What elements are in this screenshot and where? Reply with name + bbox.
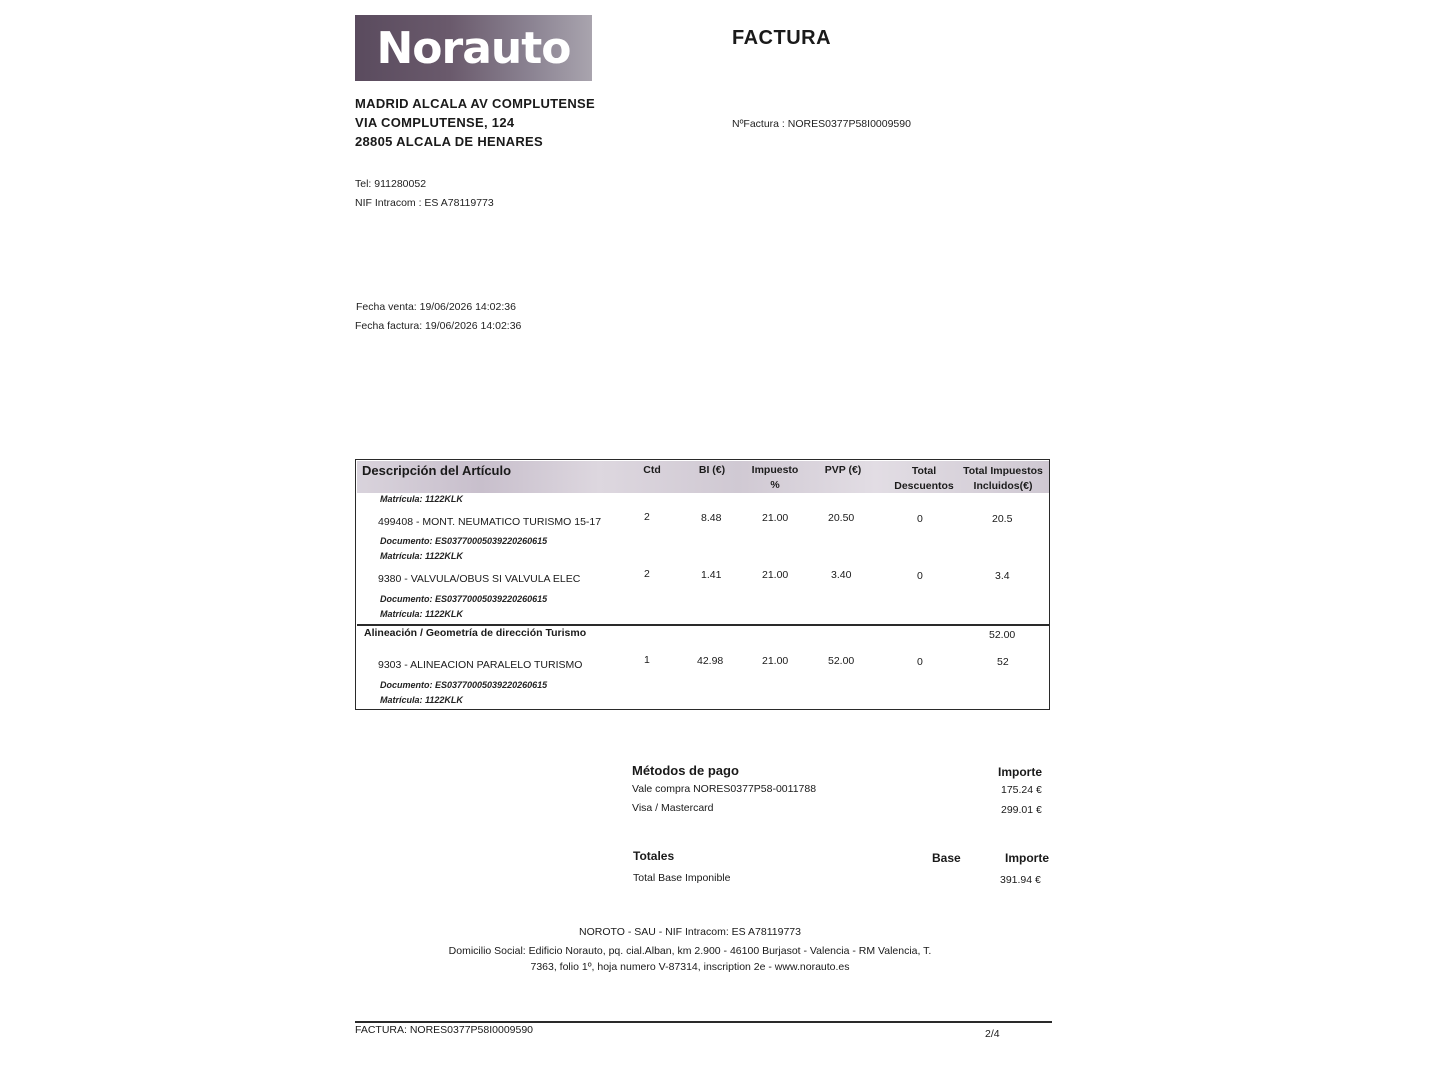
payment-heading: Métodos de pago — [632, 763, 739, 778]
row-tax: 21.00 — [762, 655, 789, 667]
header-tax — [744, 463, 806, 493]
page-number: 2/4 — [985, 1028, 1000, 1040]
totals-row-label: Total Base Imponible — [633, 872, 731, 884]
footer-address-1: Domicilio Social: Edificio Norauto, pq. cial.Alban, km 2.900 - 46100 Burjasot - Valencia - RM Valencia, T. — [448, 945, 932, 957]
totals-importe-label: Importe — [1005, 851, 1050, 865]
row-base: 42.98 — [697, 655, 724, 667]
row-total: 52 — [997, 656, 1009, 668]
row-discount: 0 — [917, 656, 923, 668]
row-pvp: 3.40 — [831, 569, 852, 581]
row-discount: 0 — [917, 513, 923, 525]
payment-amount: 299.01 € — [1001, 804, 1042, 816]
row-matricula: Matrícula: 1122KLK — [380, 551, 463, 561]
row-description: 499408 - MONT. NEUMATICO TURISMO 15-17 — [378, 516, 602, 528]
payment-method: Vale compra NORES0377P58-0011788 — [632, 783, 817, 795]
row-description: 9303 - ALINEACION PARALELO TURISMO — [378, 659, 583, 671]
row-tax: 21.00 — [762, 512, 789, 524]
invoice-number: NºFactura : NORES0377P58I0009590 — [732, 118, 911, 130]
invoice-date: Fecha factura: 19/06/2026 14:02:36 — [355, 320, 522, 332]
sale-date: Fecha venta: 19/06/2026 14:02:36 — [356, 301, 516, 313]
header-discounts-l2: Descuentos — [894, 480, 954, 492]
row-documento: Documento: ES03770005039220260615 — [380, 594, 548, 604]
header-total — [958, 464, 1048, 494]
document-title: FACTURA — [732, 27, 832, 49]
store-nif: NIF Intracom : ES A78119773 — [355, 197, 494, 209]
row-quantity: 2 — [644, 568, 650, 580]
row-documento: Documento: ES03770005039220260615 — [380, 536, 548, 546]
address-line-1: MADRID ALCALA AV COMPLUTENSE — [355, 96, 595, 111]
payment-importe-label: Importe — [998, 765, 1043, 779]
row-total: 20.5 — [992, 513, 1013, 525]
header-discounts-l1: Total — [911, 465, 937, 477]
row-documento: Documento: ES03770005039220260615 — [380, 680, 548, 690]
group-total: 52.00 — [989, 629, 1016, 641]
row-matricula: Matrícula: 1122KLK — [380, 609, 463, 619]
address-line-3: 28805 ALCALA DE HENARES — [355, 134, 543, 149]
group-label: Alineación / Geometría de dirección Turismo — [364, 627, 587, 639]
header-tax-l2: % — [770, 479, 780, 491]
row-matricula: Matrícula: 1122KLK — [380, 494, 463, 504]
norauto-logo — [355, 15, 592, 81]
header-discounts — [890, 464, 958, 494]
totals-row-amount: 391.94 € — [1000, 874, 1041, 886]
header-description: Descripción del Artículo — [362, 463, 512, 478]
footer-company: NOROTO - SAU - NIF Intracom: ES A78119773 — [579, 926, 801, 938]
row-matricula: Matrícula: 1122KLK — [380, 695, 463, 705]
footer-divider — [355, 1021, 1052, 1023]
row-quantity: 2 — [644, 511, 650, 523]
header-total-l2: Incluidos(€) — [973, 480, 1033, 492]
logo-text: Norauto — [376, 22, 571, 74]
header-quantity: Ctd — [643, 464, 661, 476]
group-divider — [357, 624, 1049, 626]
row-base: 1.41 — [701, 569, 722, 581]
header-base: BI (€) — [698, 464, 726, 476]
row-tax: 21.00 — [762, 569, 789, 581]
header-tax-l1: Impuesto — [751, 464, 799, 476]
totals-heading: Totales — [633, 849, 675, 863]
header-total-l1: Total Impuestos — [963, 465, 1043, 477]
row-pvp: 20.50 — [828, 512, 855, 524]
footer-address-2: 7363, folio 1º, hoja numero V-87314, inscription 2e - www.norauto.es — [530, 961, 850, 973]
address-line-2: VIA COMPLUTENSE, 124 — [355, 115, 515, 130]
row-quantity: 1 — [644, 654, 650, 666]
payment-method: Visa / Mastercard — [632, 802, 714, 814]
totals-base-label: Base — [932, 851, 961, 865]
row-total: 3.4 — [995, 570, 1010, 582]
row-pvp: 52.00 — [828, 655, 855, 667]
store-address — [355, 94, 595, 151]
store-phone: Tel: 911280052 — [355, 178, 427, 190]
row-description: 9380 - VALVULA/OBUS SI VALVULA ELEC — [378, 573, 581, 585]
payment-amount: 175.24 € — [1001, 784, 1042, 796]
row-base: 8.48 — [701, 512, 722, 524]
footer-invoice-ref: FACTURA: NORES0377P58I0009590 — [355, 1024, 534, 1036]
row-discount: 0 — [917, 570, 923, 582]
header-pvp: PVP (€) — [824, 464, 862, 476]
